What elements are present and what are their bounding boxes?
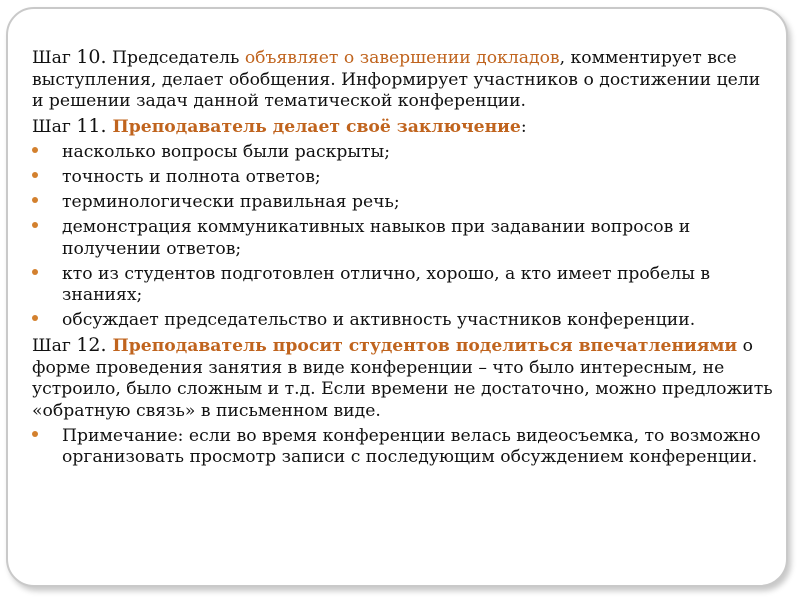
list-item bbox=[32, 217, 777, 260]
step-11-suffix: : bbox=[520, 117, 527, 137]
list-item-text: демонстрация коммуникативных навыков при задавании вопросов и получении ответов; bbox=[62, 217, 691, 259]
step-11-highlight: Преподаватель делает своё заключение bbox=[106, 117, 521, 137]
slide-content bbox=[32, 47, 777, 472]
step-10-text-a: Председатель bbox=[106, 48, 245, 68]
step-11-label: Шаг bbox=[32, 117, 71, 137]
bullet-dot-icon bbox=[32, 269, 38, 275]
step-10-text-b: , комментирует все выступления, делает обобщения. Информирует участников о достижении цели и решении задач данной тематической конференции. bbox=[32, 48, 761, 111]
list-item-text: кто из студентов подготовлен отлично, хорошо, а кто имеет пробелы в знаниях; bbox=[62, 263, 711, 305]
step-10-number: 10. bbox=[76, 46, 107, 68]
list-item-text: терминологически правильная речь; bbox=[62, 192, 400, 212]
list-item bbox=[32, 192, 777, 214]
step-10-label: Шаг bbox=[32, 48, 71, 68]
bullet-dot-icon bbox=[32, 172, 38, 178]
bullet-dot-icon bbox=[32, 431, 38, 437]
bullet-dot-icon bbox=[32, 222, 38, 228]
step-11-paragraph bbox=[32, 116, 777, 139]
bullet-dot-icon bbox=[32, 197, 38, 203]
list-item-text: обсуждает председательство и активность участников конференции. bbox=[62, 310, 696, 330]
step-12-number: 12. bbox=[76, 334, 107, 356]
step-11-number: 11. bbox=[76, 115, 107, 137]
note-text: Примечание: если во время конференции велась видеосъемка, то возможно организовать просмотр записи с последующим обсуждением конференции. bbox=[62, 425, 761, 467]
bullet-dot-icon bbox=[32, 315, 38, 321]
step-12-paragraph bbox=[32, 335, 777, 422]
bullet-dot-icon bbox=[32, 147, 38, 153]
step-12-highlight: Преподаватель просит студентов поделиться впечатлениями bbox=[106, 336, 738, 356]
note-item bbox=[32, 426, 777, 469]
list-item-text: насколько вопросы были раскрыты; bbox=[62, 142, 390, 162]
list-item bbox=[32, 310, 777, 332]
list-item-text: точность и полнота ответов; bbox=[62, 167, 321, 187]
list-item bbox=[32, 264, 777, 307]
slide-frame bbox=[6, 7, 788, 587]
list-item bbox=[32, 167, 777, 189]
list-item bbox=[32, 142, 777, 164]
step-12-text: о форме проведения занятия в виде конференции – что было интересным, не устроило, было сложным и т.д. Если времени не достаточно, можно предложить «обратную связь» в письменном виде. bbox=[32, 336, 773, 421]
step-12-label: Шаг bbox=[32, 336, 71, 356]
step-10-paragraph bbox=[32, 47, 777, 113]
step-10-highlight: объявляет о завершении докладов bbox=[244, 48, 560, 68]
